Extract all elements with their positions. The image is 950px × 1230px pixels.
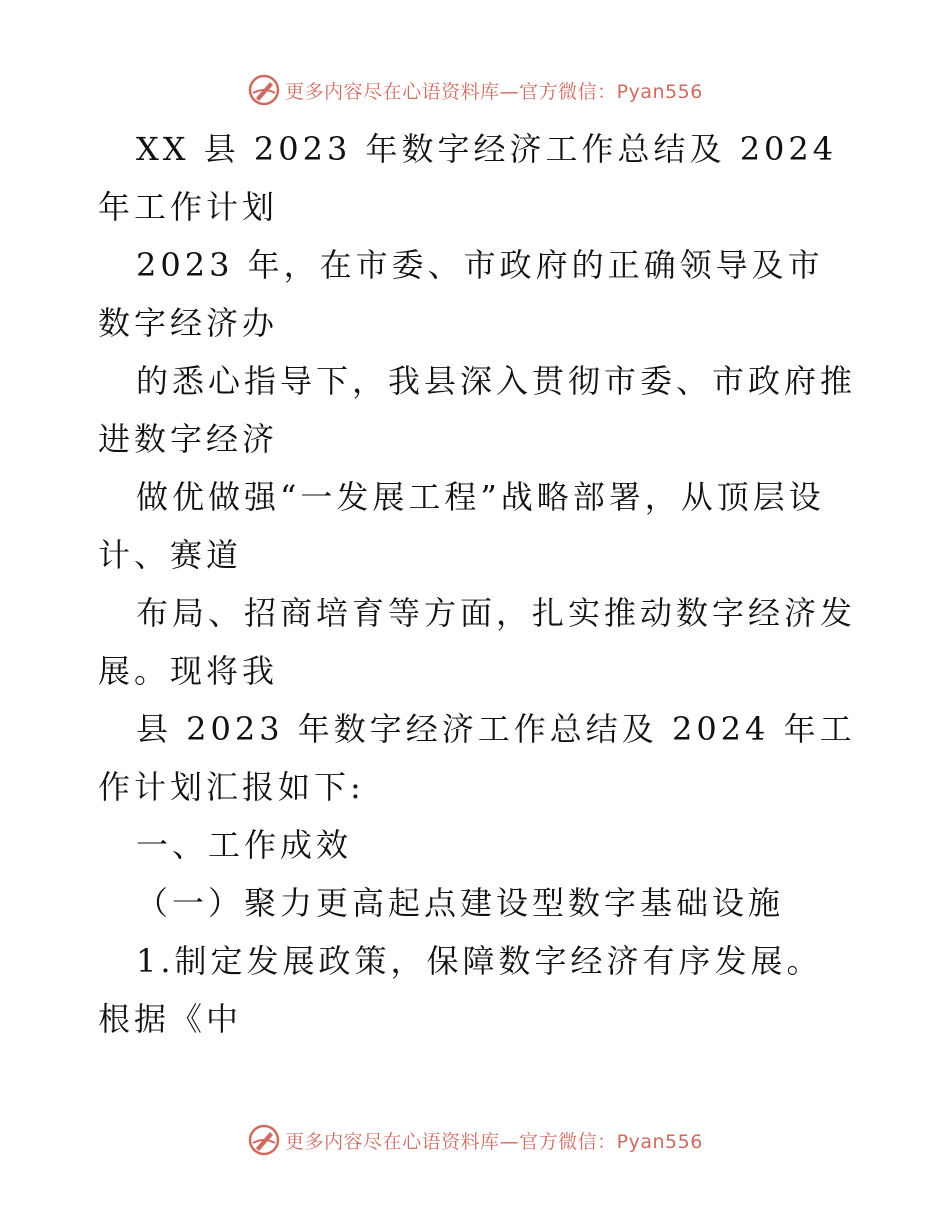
- document-title: XX 县 2023 年数字经济工作总结及 2024 年工作计划: [98, 130, 852, 226]
- watermark-footer: [0, 1120, 950, 1160]
- paragraph: 做优做强“一发展工程”战略部署，从顶层设计、赛道: [98, 478, 825, 574]
- subsection-heading: （一）聚力更高起点建设型数字基础设施: [136, 884, 785, 922]
- paragraph: 的悉心指导下，我县深入贯彻市委、市政府推进数字经济: [98, 362, 857, 458]
- pen-logo-icon: [247, 1123, 281, 1157]
- paragraph: 布局、招商培育等方面，扎实推动数字经济发展。现将我: [98, 594, 857, 690]
- section-heading: 一、工作成效: [136, 826, 353, 864]
- document-body: [98, 120, 858, 1048]
- paragraph: 县 2023 年数字经济工作总结及 2024 年工作计划汇报如下:: [98, 710, 856, 806]
- paragraph: 1.制定发展政策，保障数字经济有序发展。根据《中: [98, 942, 823, 1038]
- watermark-text: 更多内容尽在心语资料库—官方微信：Pyan556: [285, 80, 703, 103]
- watermark-text: 更多内容尽在心语资料库—官方微信：Pyan556: [285, 1130, 703, 1153]
- paragraph: 2023 年，在市委、市政府的正确领导及市数字经济办: [98, 246, 824, 342]
- pen-logo-icon: [247, 73, 281, 107]
- watermark-header: [0, 70, 950, 110]
